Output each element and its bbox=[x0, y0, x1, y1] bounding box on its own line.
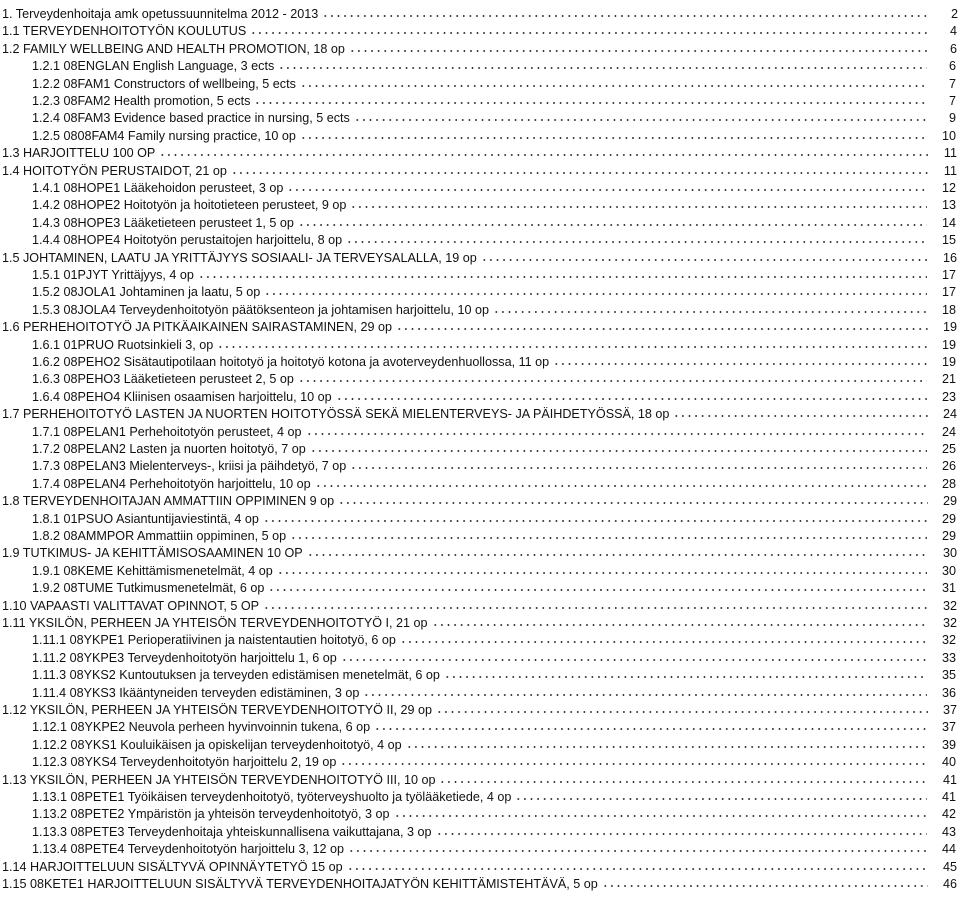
toc-dot-leader bbox=[198, 276, 927, 278]
toc-entry-title: 1.1 TERVEYDENHOITOTYÖN KOULUTUS bbox=[2, 24, 247, 39]
toc-dot-leader bbox=[394, 815, 927, 817]
toc-dot-leader bbox=[602, 885, 928, 887]
toc-dot-leader bbox=[347, 868, 928, 870]
toc-entry-level-3[interactable] bbox=[0, 648, 960, 665]
toc-page-number: 18 bbox=[941, 302, 956, 317]
toc-entry-title: 1.4.2 08HOPE2 Hoitotyön ja hoitotieteen perusteet, 9 op bbox=[32, 198, 347, 213]
toc-entry-level-2[interactable] bbox=[0, 613, 960, 630]
toc-entry-level-2[interactable] bbox=[0, 404, 960, 421]
toc-page-number: 14 bbox=[941, 215, 956, 230]
toc-page-number: 19 bbox=[941, 337, 956, 352]
toc-dot-leader bbox=[348, 850, 927, 852]
toc-page-number: 9 bbox=[948, 111, 956, 126]
toc-page-number: 33 bbox=[941, 650, 956, 665]
toc-entry-level-3[interactable] bbox=[0, 630, 960, 647]
toc-entry-title: 1.4.3 08HOPE3 Lääketieteen perusteet 1, 5 op bbox=[32, 215, 294, 230]
toc-dot-leader bbox=[354, 119, 927, 121]
toc-entry-level-2[interactable] bbox=[0, 543, 960, 560]
toc-entry-title: 1.8.2 08AMMPOR Ammattiin oppiminen, 5 op bbox=[32, 529, 287, 543]
toc-entry-title: 1.2.2 08FAM1 Constructors of wellbeing, 5 ects bbox=[32, 76, 296, 91]
toc-dot-leader bbox=[268, 589, 927, 591]
toc-dot-leader bbox=[306, 433, 927, 435]
toc-entry-level-3[interactable] bbox=[0, 717, 960, 734]
toc-page-number: 29 bbox=[941, 529, 956, 543]
toc-entry-title: 1.5.1 01PJYT Yrittäjyys, 4 op bbox=[32, 268, 194, 282]
toc-dot-leader bbox=[217, 346, 927, 348]
toc-entry-level-3[interactable] bbox=[0, 787, 960, 804]
toc-dot-leader bbox=[315, 485, 927, 487]
toc-entry-level-2[interactable] bbox=[0, 161, 960, 178]
toc-entry-level-2[interactable] bbox=[0, 317, 960, 334]
toc-page-number: 31 bbox=[941, 581, 956, 596]
toc-entry-level-3[interactable] bbox=[0, 230, 960, 247]
toc-entry-title: 1.9 TUTKIMUS- JA KEHITTÄMISOSAAMINEN 10 OP bbox=[2, 546, 303, 561]
toc-dot-leader bbox=[290, 537, 927, 539]
toc-page-number: 39 bbox=[941, 737, 956, 752]
toc-entry-title: 1.13.4 08PETE4 Terveydenhoitotyön harjoittelu 3, 12 op bbox=[32, 842, 345, 857]
toc-page-number: 45 bbox=[942, 859, 957, 874]
toc-dot-leader bbox=[298, 224, 927, 226]
toc-page-number: 41 bbox=[941, 790, 956, 804]
toc-entry-level-3[interactable] bbox=[0, 213, 960, 230]
toc-page-number: 32 bbox=[942, 598, 957, 613]
toc-dot-leader bbox=[374, 728, 927, 730]
toc-page-number: 24 bbox=[941, 424, 956, 439]
toc-page-number: 19 bbox=[942, 320, 957, 335]
toc-entry-level-2[interactable] bbox=[0, 770, 960, 787]
toc-entry-title: 1.7.2 08PELAN2 Lasten ja nuorten hoitotyö, 7 op bbox=[32, 442, 306, 456]
toc-dot-leader bbox=[263, 520, 927, 522]
toc-dot-leader bbox=[298, 380, 927, 382]
toc-page-number: 30 bbox=[941, 563, 956, 578]
toc-page-number: 6 bbox=[949, 41, 957, 56]
toc-entry-level-3[interactable] bbox=[0, 665, 960, 682]
toc-dot-leader bbox=[515, 798, 927, 800]
toc-dot-leader bbox=[277, 572, 927, 574]
toc-dot-leader bbox=[264, 293, 927, 295]
toc-entry-level-2[interactable] bbox=[0, 39, 960, 56]
toc-entry-level-3[interactable] bbox=[0, 178, 960, 195]
toc-entry-title: 1.4.1 08HOPE1 Lääkehoidon perusteet, 3 op bbox=[32, 181, 284, 195]
toc-entry-level-3[interactable] bbox=[0, 683, 960, 700]
toc-dot-leader bbox=[493, 311, 927, 313]
toc-entry-level-3[interactable] bbox=[0, 369, 960, 386]
toc-page-number: 26 bbox=[941, 459, 956, 474]
toc-dot-leader bbox=[349, 50, 928, 52]
toc-entry-title: 1.2.3 08FAM2 Health promotion, 5 ects bbox=[32, 94, 251, 108]
toc-entry-level-2[interactable] bbox=[0, 248, 960, 265]
toc-entry-title: 1.3 HARJOITTELU 100 OP bbox=[2, 146, 156, 161]
toc-page-number: 23 bbox=[941, 389, 956, 404]
toc-entry-title: 1.11.1 08YKPE1 Perioperatiivinen ja naistentautien hoitotyö, 6 op bbox=[32, 633, 396, 648]
toc-dot-leader bbox=[336, 398, 927, 400]
toc-entry-level-3[interactable] bbox=[0, 578, 960, 595]
toc-page-number: 25 bbox=[941, 442, 956, 456]
toc-page-number: 37 bbox=[941, 720, 956, 735]
toc-entry-level-3[interactable] bbox=[0, 91, 960, 108]
toc-dot-leader bbox=[346, 241, 927, 243]
toc-entry-level-3[interactable] bbox=[0, 422, 960, 439]
toc-entry-title: 1.2.5 0808FAM4 Family nursing practice, 10 op bbox=[32, 128, 296, 143]
toc-dot-leader bbox=[310, 450, 927, 452]
toc-entry-title: 1.4 HOITOTYÖN PERUSTAIDOT, 21 op bbox=[2, 163, 227, 178]
toc-entry-title: 1.13 YKSILÖN, PERHEEN JA YHTEISÖN TERVEYDENHOITOTYÖ III, 10 op bbox=[2, 772, 436, 787]
toc-page-number: 11 bbox=[943, 163, 957, 178]
toc-dot-leader bbox=[340, 763, 927, 765]
toc-dot-leader bbox=[300, 137, 927, 139]
toc-entry-title: 1.6.3 08PEHO3 Lääketieteen perusteet 2, 5 op bbox=[32, 372, 294, 387]
toc-dot-leader bbox=[350, 467, 927, 469]
toc-dot-leader bbox=[432, 624, 928, 626]
toc-entry-title: 1.12 YKSILÖN, PERHEEN JA YHTEISÖN TERVEYDENHOITOTYÖ II, 29 op bbox=[2, 703, 432, 717]
toc-entry-title: 1.11 YKSILÖN, PERHEEN JA YHTEISÖN TERVEYDENHOITOTYÖ I, 21 op bbox=[2, 616, 428, 630]
toc-dot-leader bbox=[287, 189, 927, 191]
toc-entry-title: 1.9.1 08KEME Kehittämismenetelmät, 4 op bbox=[32, 563, 273, 578]
toc-page-number: 7 bbox=[948, 76, 956, 91]
toc-entry-title: 1.8.1 01PSUO Asiantuntijaviestintä, 4 op bbox=[32, 511, 259, 526]
toc-entry-title: 1.11.4 08YKS3 Ikääntyneiden terveyden edistäminen, 3 op bbox=[32, 685, 360, 700]
toc-entry-level-3[interactable] bbox=[0, 735, 960, 752]
toc-page-number: 4 bbox=[949, 24, 957, 39]
toc-entry-title: 1.13.1 08PETE1 Työikäisen terveydenhoitotyö, työterveyshuolto ja työlääketiede, 4 op bbox=[32, 790, 512, 804]
toc-entry-level-3[interactable] bbox=[0, 839, 960, 856]
toc-entry-level-3[interactable] bbox=[0, 474, 960, 491]
toc-page-number: 10 bbox=[941, 128, 956, 143]
toc-entry-title: 1.2.4 08FAM3 Evidence based practice in nursing, 5 ects bbox=[32, 111, 350, 126]
toc-dot-leader bbox=[278, 67, 927, 69]
toc-entry-title: 1.6.4 08PEHO4 Kliinisen osaamisen harjoittelu, 10 op bbox=[32, 389, 332, 404]
toc-entry-level-3[interactable] bbox=[0, 335, 960, 352]
toc-dot-leader bbox=[553, 363, 927, 365]
toc-entry-title: 1.5.3 08JOLA4 Terveydenhoitotyön päätöksenteon ja johtamisen harjoittelu, 10 op bbox=[32, 302, 489, 317]
toc-page-number: 44 bbox=[941, 842, 956, 857]
toc-dot-leader bbox=[250, 32, 928, 34]
toc-dot-leader bbox=[300, 85, 927, 87]
toc-page-number: 16 bbox=[942, 250, 957, 265]
toc-entry-title: 1.6.1 01PRUO Ruotsinkieli 3, op bbox=[32, 337, 214, 352]
toc-page-number: 42 bbox=[941, 807, 956, 822]
toc-page-number: 43 bbox=[941, 824, 956, 839]
toc-entry-level-3[interactable] bbox=[0, 74, 960, 91]
toc-entry-title: 1.4.4 08HOPE4 Hoitotyön perustaitojen harjoittelu, 8 op bbox=[32, 233, 343, 248]
toc-entry-title: 1.7.1 08PELAN1 Perhehoitotyön perusteet, 4 op bbox=[32, 424, 302, 439]
toc-page-number: 13 bbox=[941, 198, 956, 213]
toc-page-number: 29 bbox=[942, 494, 957, 509]
toc-dot-leader bbox=[159, 154, 928, 156]
toc-entry-title: 1.7.4 08PELAN4 Perhehoitotyön harjoittelu, 10 op bbox=[32, 476, 311, 491]
toc-dot-leader bbox=[406, 746, 927, 748]
toc-page-number: 29 bbox=[941, 511, 956, 526]
toc-dot-leader bbox=[338, 502, 928, 504]
toc-entry-level-2[interactable] bbox=[0, 700, 960, 717]
toc-entry-level-3[interactable] bbox=[0, 282, 960, 299]
toc-entry-level-3[interactable] bbox=[0, 561, 960, 578]
toc-page-number: 15 bbox=[941, 233, 956, 248]
toc-dot-leader bbox=[439, 781, 928, 783]
toc-page-number: 35 bbox=[941, 668, 956, 683]
toc-entry-title: 1.15 08KETE1 HARJOITTELUUN SISÄLTYVÄ TERVEYDENHOITAJATYÖN KEHITTÄMISTEHTÄVÄ, 5 op bbox=[2, 877, 598, 891]
toc-dot-leader bbox=[436, 711, 928, 713]
toc-entry-level-2[interactable] bbox=[0, 857, 960, 874]
toc-entry-title: 1.2.1 08ENGLAN English Language, 3 ects bbox=[32, 59, 275, 74]
toc-entry-level-2[interactable] bbox=[0, 596, 960, 613]
toc-page-number: 37 bbox=[942, 703, 957, 717]
toc-entry-level-2[interactable] bbox=[0, 491, 960, 508]
toc-dot-leader bbox=[444, 676, 927, 678]
toc-entry-level-3[interactable] bbox=[0, 509, 960, 526]
toc-dot-leader bbox=[673, 415, 928, 417]
toc-entry-level-3[interactable] bbox=[0, 300, 960, 317]
toc-entry-title: 1.6.2 08PEHO2 Sisätautipotilaan hoitotyö ja hoitotyö kotona ja avoterveydenhuollossa, 11 op bbox=[32, 355, 550, 369]
toc-entry-title: 1.12.3 08YKS4 Terveydenhoitotyön harjoittelu 2, 19 op bbox=[32, 755, 337, 770]
toc-entry-level-3[interactable] bbox=[0, 108, 960, 125]
toc-entry-title: 1.6 PERHEHOITOTYÖ JA PITKÄAIKAINEN SAIRASTAMINEN, 29 op bbox=[2, 320, 393, 335]
toc-entry-level-3[interactable] bbox=[0, 195, 960, 212]
toc-page-number: 46 bbox=[942, 877, 957, 891]
toc-entry-title: 1.11.3 08YKS2 Kuntoutuksen ja terveyden edistämisen menetelmät, 6 op bbox=[32, 668, 440, 683]
toc-page-number: 21 bbox=[941, 372, 956, 387]
toc-page-number: 11 bbox=[943, 146, 957, 161]
toc-entry-title: 1.9.2 08TUME Tutkimusmenetelmät, 6 op bbox=[32, 581, 265, 596]
toc-entry-title: 1.12.1 08YKPE2 Neuvola perheen hyvinvoinnin tukena, 6 op bbox=[32, 720, 371, 735]
toc-entry-level-3[interactable] bbox=[0, 804, 960, 821]
toc-entry-level-2[interactable] bbox=[0, 874, 960, 891]
toc-page-number: 19 bbox=[941, 355, 956, 369]
toc-page-number: 32 bbox=[941, 633, 956, 648]
toc-entry-title: 1.5 JOHTAMINEN, LAATU JA YRITTÄJYYS SOSIAALI- JA TERVEYSALALLA, 19 op bbox=[2, 250, 477, 265]
toc-entry-level-3[interactable] bbox=[0, 126, 960, 143]
toc-entry-level-2[interactable] bbox=[0, 143, 960, 160]
toc-entry-level-3[interactable] bbox=[0, 822, 960, 839]
toc-dot-leader bbox=[363, 694, 927, 696]
toc-dot-leader bbox=[254, 102, 927, 104]
toc-dot-leader bbox=[396, 328, 928, 330]
toc-entry-title: 1.14 HARJOITTELUUN SISÄLTYVÄ OPINNÄYTETYÖ 15 op bbox=[2, 859, 343, 874]
toc-dot-leader bbox=[481, 259, 928, 261]
toc-page-number: 28 bbox=[941, 476, 956, 491]
toc-dot-leader bbox=[436, 833, 927, 835]
toc-page-number: 36 bbox=[941, 685, 956, 700]
toc-dot-leader bbox=[350, 206, 927, 208]
toc-dot-leader bbox=[322, 15, 929, 17]
toc-entry-title: 1.7.3 08PELAN3 Mielenterveys-, kriisi ja päihdetyö, 7 op bbox=[32, 459, 347, 474]
toc-entry-level-3[interactable] bbox=[0, 265, 960, 282]
toc-dot-leader bbox=[263, 607, 928, 609]
toc-page-number: 2 bbox=[950, 7, 958, 21]
toc-entry-title: 1.10 VAPAASTI VALITTAVAT OPINNOT, 5 OP bbox=[2, 598, 260, 613]
toc-entry-title: 1. Terveydenhoitaja amk opetussuunnitelma 2012 - 2013 bbox=[2, 7, 319, 21]
toc-entry-level-1[interactable] bbox=[0, 4, 960, 21]
toc-page-number: 30 bbox=[942, 546, 957, 561]
toc-page-number: 40 bbox=[941, 755, 956, 770]
toc-page-number: 32 bbox=[942, 616, 957, 630]
toc-page-number: 7 bbox=[948, 94, 956, 108]
toc-entry-title: 1.7 PERHEHOITOTYÖ LASTEN JA NUORTEN HOITOTYÖSSÄ SEKÄ MIELENTERVEYS- JA PÄIHDETYÖSSÄ, 18 op bbox=[2, 407, 670, 422]
toc-page-number: 17 bbox=[941, 268, 956, 282]
toc-dot-leader bbox=[307, 554, 928, 556]
toc-entry-level-3[interactable] bbox=[0, 526, 960, 543]
toc-entry-title: 1.2 FAMILY WELLBEING AND HEALTH PROMOTION, 18 op bbox=[2, 41, 345, 56]
toc-entry-title: 1.11.2 08YKPE3 Terveydenhoitotyön harjoittelu 1, 6 op bbox=[32, 650, 337, 665]
toc-dot-leader bbox=[341, 659, 927, 661]
toc-page-number: 24 bbox=[942, 407, 957, 422]
toc-entry-level-3[interactable] bbox=[0, 387, 960, 404]
toc-entry-level-3[interactable] bbox=[0, 56, 960, 73]
toc-entry-level-3[interactable] bbox=[0, 456, 960, 473]
toc-entry-level-3[interactable] bbox=[0, 352, 960, 369]
toc-entry-title: 1.12.2 08YKS1 Kouluikäisen ja opiskelijan terveydenhoitotyö, 4 op bbox=[32, 737, 402, 752]
toc-entry-title: 1.13.2 08PETE2 Ympäristön ja yhteisön terveydenhoitotyö, 3 op bbox=[32, 807, 390, 822]
toc-entry-level-2[interactable] bbox=[0, 21, 960, 38]
toc-entry-title: 1.8 TERVEYDENHOITAJAN AMMATTIIN OPPIMINEN 9 op bbox=[2, 494, 335, 509]
toc-page-number: 12 bbox=[941, 181, 956, 195]
toc-entry-title: 1.13.3 08PETE3 Terveydenhoitaja yhteiskunnallisena vaikuttajana, 3 op bbox=[32, 824, 432, 839]
toc-page-number: 17 bbox=[941, 285, 956, 300]
toc-page-number: 6 bbox=[948, 59, 956, 74]
toc-entry-level-3[interactable] bbox=[0, 439, 960, 456]
toc-entry-level-3[interactable] bbox=[0, 752, 960, 769]
toc-entry-title: 1.5.2 08JOLA1 Johtaminen ja laatu, 5 op bbox=[32, 285, 261, 300]
toc-dot-leader bbox=[400, 641, 927, 643]
toc-page-number: 41 bbox=[942, 772, 957, 787]
toc-dot-leader bbox=[231, 172, 928, 174]
